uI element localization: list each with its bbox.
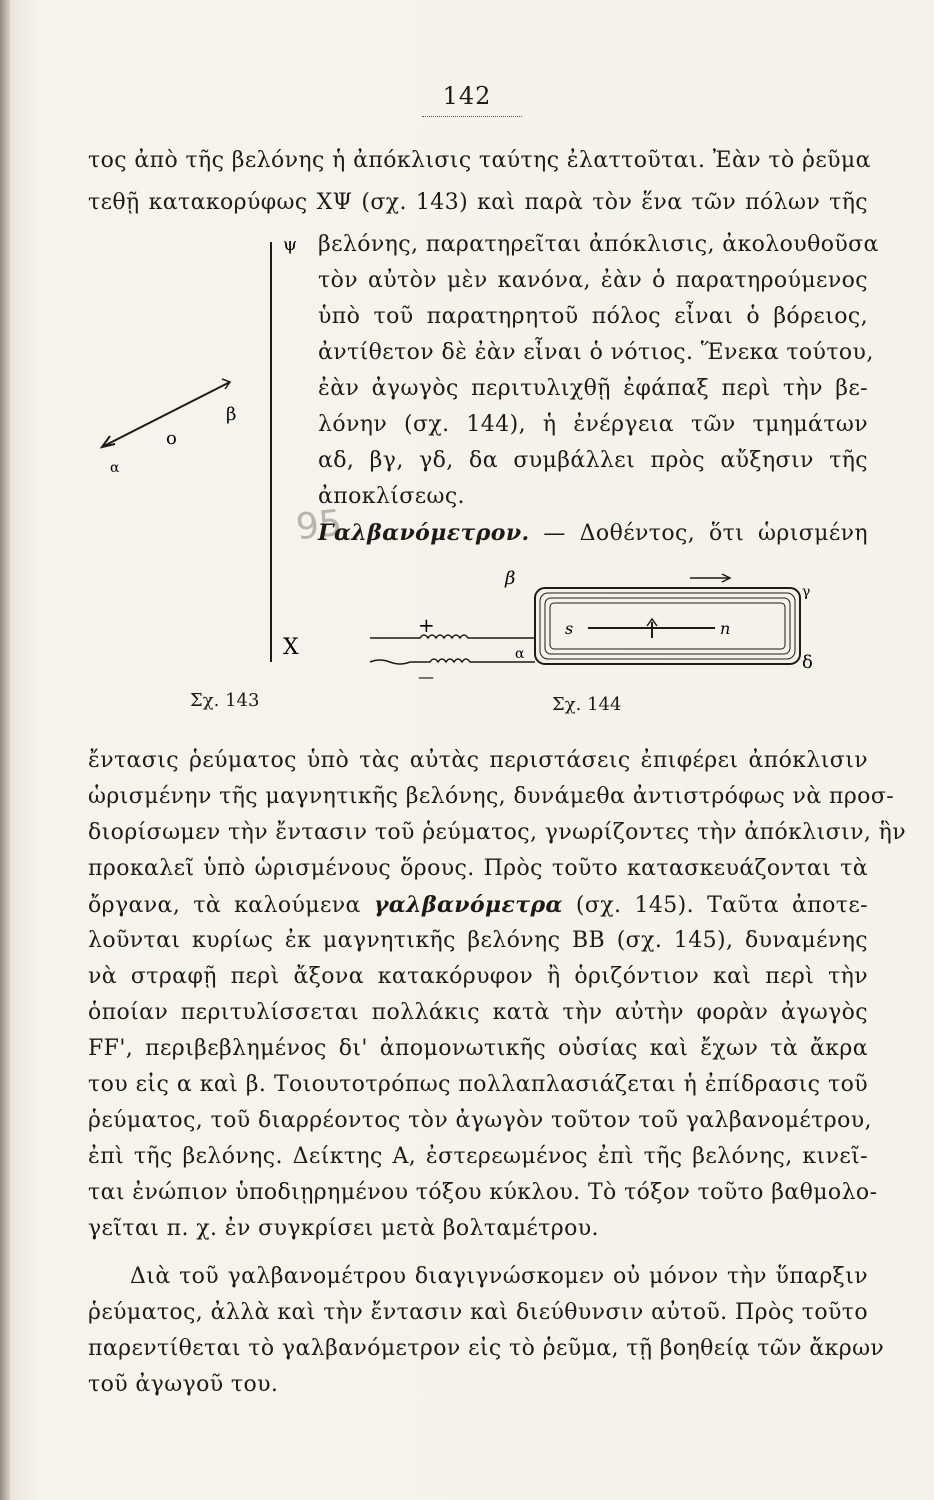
text-line: παρεντίθεται τὸ γαλβανόμετρον εἰς τὸ ῥεῦμα, τῇ βοηθείᾳ τῶν ἄκρων: [88, 1336, 885, 1361]
text-segment: (σχ. 145). Ταῦτα ἀποτε-: [575, 893, 869, 918]
text-line: ἀντίθετον δὲ ἐὰν εἶναι ὁ νότιος. Ἕνεκα τούτου,: [318, 340, 874, 365]
text-line: ἐπὶ τῆς βελόνης. Δείκτης Α, ἐστερεωμένος ἐπὶ τῆς βελόνης, κινεῖ-: [88, 1144, 868, 1169]
text-line: ὁποίαν περιτυλίσσεται πολλάκις κατὰ τὴν αὐτὴν φορὰν ἀγωγὸς: [88, 1000, 868, 1025]
label-a: α: [515, 646, 525, 662]
text-line: τεθῇ κατακορύφως ΧΨ (σχ. 143) καὶ παρὰ τὸν ἕνα τῶν πόλων τῆς: [88, 190, 868, 215]
label-plus: +: [418, 613, 435, 637]
text-line: ἀποκλίσεως.: [318, 484, 465, 509]
label-n: n: [720, 619, 731, 638]
label-b: β: [505, 568, 516, 589]
text-line: Διὰ τοῦ γαλβανομέτρου διαγιγνώσκομεν οὐ μόνον τὴν ὕπαρξιν: [130, 1264, 868, 1289]
text-line: ἐὰν ἀγωγὸς περιτυλιχθῇ ἐφάπαξ περὶ τὴν βε-: [318, 376, 868, 401]
text-line: τοῦ ἀγωγοῦ του.: [88, 1372, 279, 1397]
text-line-galvanometers: [88, 890, 868, 921]
section-heading: [318, 518, 868, 549]
label-chi: Χ: [283, 635, 299, 660]
text-line: αδ, βγ, γδ, δα συμβάλλει πρὸς αὔξησιν τῆς: [318, 448, 868, 473]
text-line: νὰ στραφῇ περὶ ἄξονα κατακόρυφον ἢ ὁριζόντιον καὶ περὶ τὴν: [88, 964, 868, 989]
page-number-rule: [422, 116, 522, 117]
text-line: του εἰς α καὶ β. Τοιουτοτρόπως πολλαπλασιάζεται ἡ ἐπίδρασις τοῦ: [88, 1072, 868, 1097]
lead-wire-bottom: [370, 659, 535, 664]
figure-143: [88, 222, 308, 682]
label-o: ο: [166, 428, 177, 449]
text-line: διορίσωμεν τὴν ἔντασιν τοῦ ῥεύματος, γνωρίζοντες τὴν ἀπόκλισιν, ἣν: [88, 820, 907, 845]
text-line: ῥεύματος, τοῦ διαρρέοντος τὸν ἀγωγὸν τοῦτον τοῦ γαλβανομέτρου,: [88, 1108, 872, 1133]
text-line: προκαλεῖ ὑπὸ ὡρισμένους ὅρους. Πρὸς τοῦτο κατασκευάζονται τὰ: [88, 856, 868, 881]
lead-wire-top: [370, 635, 535, 638]
text-line: FF', περιβεβλημένος δι' ἀπομονωτικῆς οὐσίας καὶ ἔχων τὰ ἄκρα: [88, 1036, 868, 1061]
text-line: τὸν αὐτὸν μὲν κανόνα, ἐὰν ὁ παρατηρούμενος: [318, 268, 868, 293]
text-line: βελόνης, παρατηρεῖται ἀπόκλισις, ἀκολουθοῦσα: [318, 232, 879, 257]
text-segment: ὄργανα, τὰ καλούμενα: [88, 893, 361, 918]
section-number-annotation: 95: [293, 502, 344, 549]
label-psi: ψ: [283, 234, 298, 255]
label-d: δ: [802, 652, 813, 673]
text-line: τος ἀπὸ τῆς βελόνης ἡ ἀπόκλισις ταύτης ἐλαττοῦται. Ἐὰν τὸ ῥεῦμα: [88, 148, 871, 173]
text-line: ῥεύματος, ἀλλὰ καὶ τὴν ἔντασιν καὶ διεύθυνσιν αὐτοῦ. Πρὸς τοῦτο: [88, 1300, 868, 1325]
text-line: γεῖται π. χ. ἐν συγκρίσει μετὰ βολταμέτρου.: [88, 1216, 599, 1241]
label-minus: —: [418, 667, 434, 686]
coil-layer: [545, 598, 790, 654]
text-line: λοῦνται κυρίως ἐκ μαγνητικῆς βελόνης ΒΒ (σχ. 145), δυναμένης: [88, 928, 868, 953]
page-edge: [0, 0, 10, 1500]
text-line: ται ἐνώπιον ὑποδιῃρημένου τόξου κύκλου. Τὸ τόξον τοῦτο βαθμολο-: [88, 1180, 878, 1205]
text-line: ἔντασις ῥεύματος ὑπὸ τὰς αὐτὰς περιστάσεις ἐπιφέρει ἀπόκλισιν: [88, 748, 868, 773]
figure-143-caption: Σχ. 143: [190, 690, 260, 711]
label-s: s: [565, 619, 574, 638]
label-g: γ: [802, 584, 811, 600]
page-number: 142: [442, 82, 492, 110]
label-beta: β: [226, 404, 237, 425]
term-galvanometers: γαλβανόμετρα: [373, 892, 563, 918]
section-title: Γαλβανόμετρον.: [318, 520, 530, 546]
section-heading-rest: — Δοθέντος, ὅτι ὡρισμένη: [543, 521, 868, 546]
coil-outer: [535, 588, 800, 664]
text-line: ὡρισμένην τῆς μαγνητικῆς βελόνης, δυνάμεθα ἀντιστρόφως νὰ προσ-: [88, 784, 895, 809]
label-alpha: α: [110, 460, 120, 476]
text-line: λόνην (σχ. 144), ἡ ἐνέργεια τῶν τμημάτων: [318, 412, 868, 437]
figure-144: [360, 566, 880, 686]
text-line: ὑπὸ τοῦ παρατηρητοῦ πόλος εἶναι ὁ βόρειος,: [318, 304, 868, 329]
coil-inner: [550, 603, 785, 649]
figure-144-caption: Σχ. 144: [552, 694, 622, 715]
